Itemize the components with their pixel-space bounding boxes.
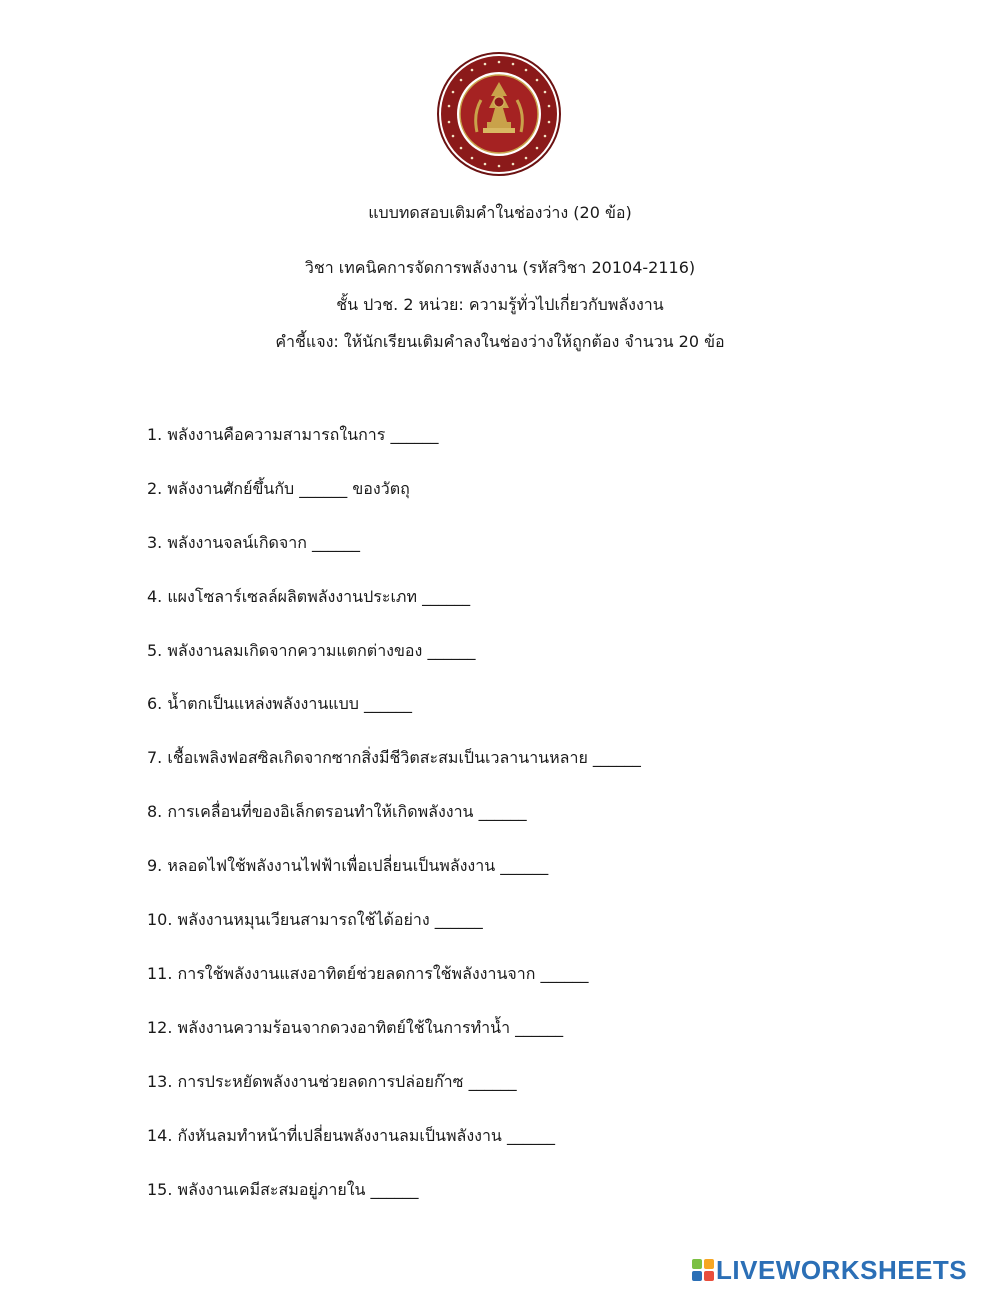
question-item: 13. การประหยัดพลังงานช่วยลดการปล่อยก๊าซ ______	[147, 1072, 517, 1091]
question-item: 7. เชื้อเพลิงฟอสซิลเกิดจากซากสิ่งมีชีวิตสะสมเป็นเวลานานหลาย ______	[147, 748, 641, 767]
question-item: 4. แผงโซลาร์เซลล์ผลิตพลังงานประเภท ______	[147, 587, 471, 606]
question-item: 9. หลอดไฟใช้พลังงานไฟฟ้าเพื่อเปลี่ยนเป็นพลังงาน ______	[147, 856, 549, 875]
question-item: 3. พลังงานจลน์เกิดจาก ______	[147, 533, 361, 552]
question-item: 10. พลังงานหมุนเวียนสามารถใช้ได้อย่าง ______	[147, 910, 483, 929]
question-item: 1. พลังงานคือความสามารถในการ ______	[147, 425, 439, 444]
instructions-line: คำชี้แจง: ให้นักเรียนเติมคำลงในช่องว่างให้ถูกต้อง จำนวน 20 ข้อ	[275, 332, 725, 351]
class-unit-line: ชั้น ปวช. 2 หน่วย: ความรู้ทั่วไปเกี่ยวกับพลังงาน	[336, 295, 664, 314]
question-item: 12. พลังงานความร้อนจากดวงอาทิตย์ใช้ในการทำน้ำ ______	[147, 1018, 564, 1037]
worksheet-title: แบบทดสอบเติมคำในช่องว่าง (20 ข้อ)	[368, 203, 632, 222]
subject-line: วิชา เทคนิคการจัดการพลังงาน (รหัสวิชา 20104-2116)	[304, 258, 696, 277]
question-item: 14. กังหันลมทำหน้าที่เปลี่ยนพลังงานลมเป็นพลังงาน ______	[147, 1126, 555, 1145]
question-item: 11. การใช้พลังงานแสงอาทิตย์ช่วยลดการใช้พลังงานจาก ______	[147, 964, 589, 983]
question-item: 6. น้ำตกเป็นแหล่งพลังงานแบบ ______	[147, 694, 412, 713]
liveworksheets-brand	[692, 1256, 967, 1284]
liveworksheets-logo-icon	[692, 1259, 714, 1281]
question-item: 15. พลังงานเคมีสะสมอยู่ภายใน ______	[147, 1180, 419, 1199]
school-seal-logo	[437, 52, 561, 176]
liveworksheets-wordmark: LIVEWORKSHEETS	[716, 1255, 968, 1285]
question-item: 5. พลังงานลมเกิดจากความแตกต่างของ ______	[147, 641, 476, 660]
question-item: 2. พลังงานศักย์ขึ้นกับ ______ ของวัตถุ	[147, 479, 410, 498]
question-item: 8. การเคลื่อนที่ของอิเล็กตรอนทำให้เกิดพลังงาน ______	[147, 802, 527, 821]
